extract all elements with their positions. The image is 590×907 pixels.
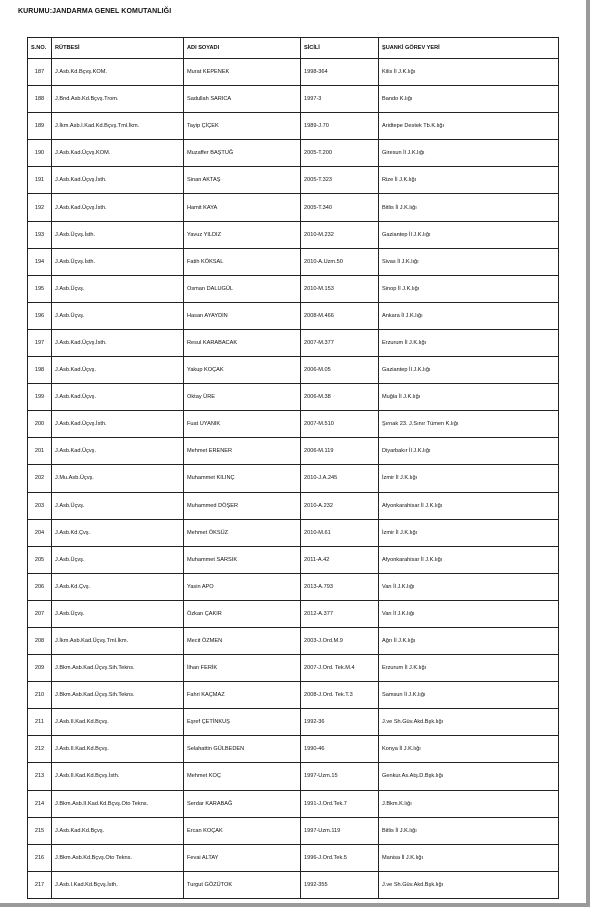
cell-duty-station: J.Bkm.K.lığı <box>379 790 559 817</box>
cell-registry: 2007-M.377 <box>301 329 379 356</box>
table-row <box>28 519 559 546</box>
cell-rank: J.Asb.Kad.Üçvş.İsth. <box>52 194 184 221</box>
cell-name: Sinan AKTAŞ <box>184 167 301 194</box>
cell-sno: 210 <box>28 682 52 709</box>
cell-name: Muhammet KILINÇ <box>184 465 301 492</box>
column-header-registry: SİCİLİ <box>301 38 379 59</box>
cell-duty-station: Bitlis İl J.K.lığı <box>379 194 559 221</box>
cell-rank: J.Asb.Kd.Çvş. <box>52 573 184 600</box>
cell-sno: 187 <box>28 59 52 86</box>
cell-registry: 1997-3 <box>301 86 379 113</box>
cell-name: Hamit KAYA <box>184 194 301 221</box>
table-row <box>28 86 559 113</box>
cell-duty-station: Ankara İl J.K.lığı <box>379 302 559 329</box>
cell-name: Muhammet SARSIK <box>184 546 301 573</box>
cell-duty-station: Gaziantep İl J.K.lığı <box>379 357 559 384</box>
cell-sno: 211 <box>28 709 52 736</box>
cell-sno: 191 <box>28 167 52 194</box>
cell-rank: J.Bkm.Asb.Kad.Üçvş.Sih.Tekns. <box>52 682 184 709</box>
cell-duty-station: Afyonkarahisar İl J.K.lığı <box>379 492 559 519</box>
cell-name: Serdar KARABAĞ <box>184 790 301 817</box>
table-row <box>28 384 559 411</box>
table-row <box>28 140 559 167</box>
cell-sno: 206 <box>28 573 52 600</box>
table-row <box>28 790 559 817</box>
cell-registry: 1989-J.70 <box>301 113 379 140</box>
cell-name: Fahri KAÇMAZ <box>184 682 301 709</box>
cell-rank: J.Asb.Kad.Üçvş. <box>52 357 184 384</box>
table-row <box>28 438 559 465</box>
cell-registry: 2011-A.42 <box>301 546 379 573</box>
cell-name: Muhammed DÖŞER <box>184 492 301 519</box>
cell-name: Fuat UYANIK <box>184 411 301 438</box>
table-row <box>28 194 559 221</box>
column-header-duty-station: ŞUANKİ GÖREV YERİ <box>379 38 559 59</box>
page-edge-shadow <box>586 0 590 907</box>
cell-sno: 189 <box>28 113 52 140</box>
cell-rank: J.Asb.II.Kad.Kd.Bçvş.İsth. <box>52 763 184 790</box>
cell-name: Yasin APO <box>184 573 301 600</box>
cell-duty-station: Rize İl J.K.lığı <box>379 167 559 194</box>
table-row <box>28 302 559 329</box>
cell-duty-station: Van İl J.K.lığı <box>379 573 559 600</box>
cell-registry: 1998-364 <box>301 59 379 86</box>
table-row <box>28 682 559 709</box>
cell-name: Turgut GÖZÜTOK <box>184 871 301 898</box>
cell-name: Sadullah SARICA <box>184 86 301 113</box>
cell-name: Hasan AYAYDIN <box>184 302 301 329</box>
table-row <box>28 600 559 627</box>
cell-rank: J.Asb.Üçvş. <box>52 492 184 519</box>
cell-registry: 2012-A.377 <box>301 600 379 627</box>
cell-duty-station: Afyonkarahisar İl J.K.lığı <box>379 546 559 573</box>
table-row <box>28 546 559 573</box>
cell-name: Yakup KOÇAK <box>184 357 301 384</box>
cell-registry: 1990-46 <box>301 736 379 763</box>
cell-rank: J.Asb.Kad.Kd.Bçvş. <box>52 817 184 844</box>
cell-duty-station: Ağrı İl J.K.lığı <box>379 627 559 654</box>
cell-rank: J.Asb.II.Kad.Kd.Bçvş. <box>52 709 184 736</box>
cell-duty-station: Aridtepe Destek Tb.K.lığı <box>379 113 559 140</box>
cell-registry: 2007-J.Ord. Tek.M.4 <box>301 655 379 682</box>
cell-name: Ercan KOÇAK <box>184 817 301 844</box>
cell-name: Fatih KÖKSAL <box>184 248 301 275</box>
cell-sno: 205 <box>28 546 52 573</box>
cell-registry: 1997-Uzm.15 <box>301 763 379 790</box>
cell-rank: J.Mu.Asb.Üçvş. <box>52 465 184 492</box>
cell-sno: 208 <box>28 627 52 654</box>
table-row <box>28 492 559 519</box>
cell-duty-station: Muğla İl J.K.lığı <box>379 384 559 411</box>
cell-duty-station: Konya İl J.K.lığı <box>379 736 559 763</box>
cell-sno: 196 <box>28 302 52 329</box>
column-header-name: ADI SOYADI <box>184 38 301 59</box>
cell-rank: J.Asb.I.Kad.Kd.Bçvş.İsth. <box>52 871 184 898</box>
cell-name: Mecit ÖZMEN <box>184 627 301 654</box>
table-row <box>28 573 559 600</box>
cell-sno: 195 <box>28 275 52 302</box>
cell-registry: 2006-M.38 <box>301 384 379 411</box>
cell-sno: 194 <box>28 248 52 275</box>
cell-registry: 1996-J.Ord.Tek.5 <box>301 844 379 871</box>
cell-registry: 2010-M.232 <box>301 221 379 248</box>
table-row <box>28 817 559 844</box>
cell-registry: 2006-M.05 <box>301 357 379 384</box>
table-row <box>28 275 559 302</box>
cell-name: Resul KARABACAK <box>184 329 301 356</box>
cell-sno: 217 <box>28 871 52 898</box>
cell-duty-station: Kilis İl J.K.lığı <box>379 59 559 86</box>
table-row <box>28 113 559 140</box>
cell-duty-station: Bando K.lığı <box>379 86 559 113</box>
table-row <box>28 59 559 86</box>
cell-rank: J.Asb.Kd.Çvş. <box>52 519 184 546</box>
cell-registry: 2013-A.793 <box>301 573 379 600</box>
cell-sno: 209 <box>28 655 52 682</box>
table-row <box>28 221 559 248</box>
cell-duty-station: J.ve Sh.Güv.Akd.Bşk.lığı <box>379 709 559 736</box>
cell-rank: J.Asb.Üçvş.İsth. <box>52 248 184 275</box>
cell-rank: J.Asb.Üçvş.İsth. <box>52 221 184 248</box>
cell-registry: 2010-M.61 <box>301 519 379 546</box>
cell-registry: 1997-Uzm.119 <box>301 817 379 844</box>
cell-registry: 2010-A.232 <box>301 492 379 519</box>
cell-name: Yavuz YILDIZ <box>184 221 301 248</box>
cell-registry: 2010-A.Uzm.50 <box>301 248 379 275</box>
cell-duty-station: Sinop İl J.K.lığı <box>379 275 559 302</box>
cell-name: Selahattin GÜLBEDEN <box>184 736 301 763</box>
cell-registry: 2008-M.466 <box>301 302 379 329</box>
document-header: KURUMU:JANDARMA GENEL KOMUTANLIĞI <box>18 8 172 15</box>
column-header-rank: RÜTBESİ <box>52 38 184 59</box>
cell-sno: 197 <box>28 329 52 356</box>
cell-duty-station: Diyarbakır İl J.K.lığı <box>379 438 559 465</box>
cell-duty-station: Giresun İl J.K.lığı <box>379 140 559 167</box>
cell-duty-station: Bitlis İl J.K.lığı <box>379 817 559 844</box>
cell-rank: J.Asb.Üçvş. <box>52 600 184 627</box>
cell-rank: J.Asb.Üçvş. <box>52 275 184 302</box>
cell-duty-station: Samsun İl J.K.lığı <box>379 682 559 709</box>
cell-sno: 212 <box>28 736 52 763</box>
cell-sno: 215 <box>28 817 52 844</box>
table-row <box>28 763 559 790</box>
cell-rank: J.Asb.II.Kad.Kd.Bçvş. <box>52 736 184 763</box>
cell-rank: J.İkm.Asb.I.Kad.Kd.Bçvş.Tml.İkm. <box>52 113 184 140</box>
cell-registry: 2008-J.Ord. Tek.T.3 <box>301 682 379 709</box>
cell-registry: 2005-T.323 <box>301 167 379 194</box>
cell-sno: 203 <box>28 492 52 519</box>
table-row <box>28 871 559 898</box>
cell-sno: 204 <box>28 519 52 546</box>
cell-rank: J.Bkm.Asb.II.Kad.Kd.Bçvş.Oto Tekns. <box>52 790 184 817</box>
cell-name: Mehmet KOÇ <box>184 763 301 790</box>
cell-name: Fevai ALTAY <box>184 844 301 871</box>
cell-name: Tayip ÇİÇEK <box>184 113 301 140</box>
cell-duty-station: Erzurum İl J.K.lığı <box>379 655 559 682</box>
table-row <box>28 655 559 682</box>
cell-duty-station: Gaziantep İl J.K.lığı <box>379 221 559 248</box>
cell-duty-station: Genkur.As.Atş.D.Bşk.lığı <box>379 763 559 790</box>
cell-rank: J.Asb.Kad.Üçvş.KOM. <box>52 140 184 167</box>
cell-duty-station: Şırnak 23. J.Sınır Tümen K.lığı <box>379 411 559 438</box>
cell-registry: 1992-36 <box>301 709 379 736</box>
cell-name: Eşref ÇETİNKUŞ <box>184 709 301 736</box>
cell-registry: 1991-J.Ord.Tek.7 <box>301 790 379 817</box>
table-row <box>28 627 559 654</box>
cell-name: Mehmet ÖKSÜZ <box>184 519 301 546</box>
cell-rank: J.İkm.Asb.Kad.Üçvş.Tml.İkm. <box>52 627 184 654</box>
column-header-sno: S.NO. <box>28 38 52 59</box>
cell-sno: 192 <box>28 194 52 221</box>
cell-registry: 2005-T.340 <box>301 194 379 221</box>
cell-rank: J.Bkm.Asb.Kd.Bçvş.Oto Tekns. <box>52 844 184 871</box>
cell-sno: 202 <box>28 465 52 492</box>
cell-sno: 207 <box>28 600 52 627</box>
cell-duty-station: İzmir İl J.K.lığı <box>379 465 559 492</box>
cell-rank: J.Asb.Üçvş. <box>52 302 184 329</box>
cell-sno: 198 <box>28 357 52 384</box>
cell-sno: 216 <box>28 844 52 871</box>
cell-rank: J.Asb.Üçvş. <box>52 546 184 573</box>
cell-registry: 2006-M.119 <box>301 438 379 465</box>
cell-duty-station: Sivas İl J.K.lığı <box>379 248 559 275</box>
table-row <box>28 357 559 384</box>
cell-sno: 213 <box>28 763 52 790</box>
cell-registry: 2010-M.153 <box>301 275 379 302</box>
cell-duty-station: Manisa İl J.K.lığı <box>379 844 559 871</box>
cell-name: Muzaffer BAŞTUĞ <box>184 140 301 167</box>
table-row <box>28 329 559 356</box>
cell-duty-station: İzmir İl J.K.lığı <box>379 519 559 546</box>
table-header-row <box>28 38 559 59</box>
cell-sno: 188 <box>28 86 52 113</box>
table-row <box>28 736 559 763</box>
table-row <box>28 709 559 736</box>
cell-rank: J.Asb.Kad.Üçvş.İsth. <box>52 167 184 194</box>
cell-name: Oktay ÜRE <box>184 384 301 411</box>
cell-rank: J.Bnd.Asb.Kd.Bçvş.Trom. <box>52 86 184 113</box>
cell-rank: J.Asb.Kad.Üçvş.İsth. <box>52 411 184 438</box>
cell-name: Mehmet ERENER <box>184 438 301 465</box>
cell-name: Osman DALUGÜL <box>184 275 301 302</box>
cell-sno: 190 <box>28 140 52 167</box>
cell-rank: J.Bkm.Asb.Kad.Üçvş.Sih.Tekns. <box>52 655 184 682</box>
table-row <box>28 167 559 194</box>
cell-sno: 199 <box>28 384 52 411</box>
page-edge-shadow <box>0 903 590 907</box>
cell-sno: 200 <box>28 411 52 438</box>
cell-sno: 193 <box>28 221 52 248</box>
cell-name: Özkan ÇAKIR <box>184 600 301 627</box>
cell-rank: J.Asb.Kad.Üçvş. <box>52 384 184 411</box>
table-row <box>28 248 559 275</box>
cell-name: Murat KEPENEK <box>184 59 301 86</box>
cell-sno: 201 <box>28 438 52 465</box>
cell-registry: 2010-J.A.245 <box>301 465 379 492</box>
cell-rank: J.Asb.Kad.Üçvş. <box>52 438 184 465</box>
cell-registry: 1992-355 <box>301 871 379 898</box>
cell-registry: 2005-T.200 <box>301 140 379 167</box>
personnel-table <box>27 37 559 899</box>
cell-rank: J.Asb.Kad.Üçvş.İsth. <box>52 329 184 356</box>
cell-name: İlhan FERİK <box>184 655 301 682</box>
cell-duty-station: Van İl J.K.lığı <box>379 600 559 627</box>
cell-registry: 2003-J.Ord.M.9 <box>301 627 379 654</box>
table-row <box>28 411 559 438</box>
cell-duty-station: J.ve Sh.Güv.Akd.Bşk.lığı <box>379 871 559 898</box>
table-row <box>28 465 559 492</box>
cell-sno: 214 <box>28 790 52 817</box>
cell-registry: 2007-M.510 <box>301 411 379 438</box>
table-body <box>28 59 559 899</box>
cell-rank: J.Asb.Kd.Bçvş.KOM. <box>52 59 184 86</box>
table-row <box>28 844 559 871</box>
cell-duty-station: Erzurum İl J.K.lığı <box>379 329 559 356</box>
